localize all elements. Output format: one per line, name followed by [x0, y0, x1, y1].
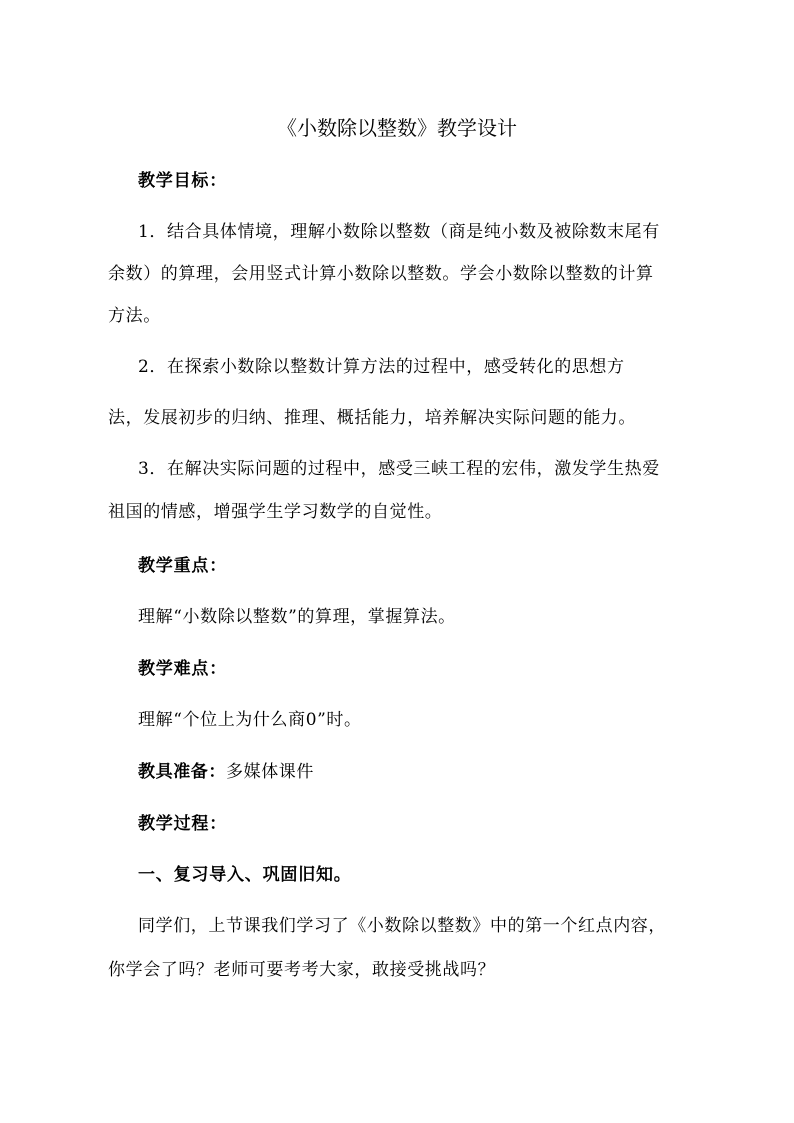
- objective-3-line-2: 祖国的情感，增强学生学习数学的自觉性。: [108, 502, 443, 522]
- objectives-heading: 教学目标：: [138, 171, 227, 191]
- section-1-heading: 一、复习导入、巩固旧知。: [138, 865, 352, 885]
- objective-3-line-1: 3．在解决实际问题的过程中，感受三峡工程的宏伟，激发学生热爱: [138, 459, 660, 479]
- objective-1-line-3: 方法。: [108, 306, 161, 326]
- key-points-heading: 教学重点：: [138, 556, 227, 576]
- objective-2-line-1: 2．在探索小数除以整数计算方法的过程中，感受转化的思想方: [138, 357, 625, 377]
- objective-1-line-1: 1．结合具体情境，理解小数除以整数（商是纯小数及被除数末尾有: [138, 222, 660, 242]
- materials-label: 教具准备：: [138, 762, 226, 782]
- process-heading: 教学过程：: [138, 814, 227, 834]
- difficulties-heading: 教学难点：: [138, 659, 227, 679]
- objective-2-line-2: 法，发展初步的归纳、推理、概括能力，培养解决实际问题的能力。: [108, 408, 636, 428]
- objective-1-line-2: 余数）的算理，会用竖式计算小数除以整数。学会小数除以整数的计算: [108, 264, 654, 284]
- difficulties-text: 理解“个位上为什么商0”时。: [138, 710, 362, 730]
- materials-text: 多媒体课件: [226, 762, 314, 782]
- section-1-line-2: 你学会了吗？老师可要考考大家，敢接受挑战吗？: [108, 960, 496, 980]
- document-title: 《小数除以整数》教学设计: [277, 116, 517, 140]
- section-1-line-1: 同学们，上节课我们学习了《小数除以整数》中的第一个红点内容，: [138, 916, 666, 936]
- key-points-text: 理解“小数除以整数”的算理，掌握算法。: [138, 607, 456, 627]
- materials-line: [138, 758, 698, 786]
